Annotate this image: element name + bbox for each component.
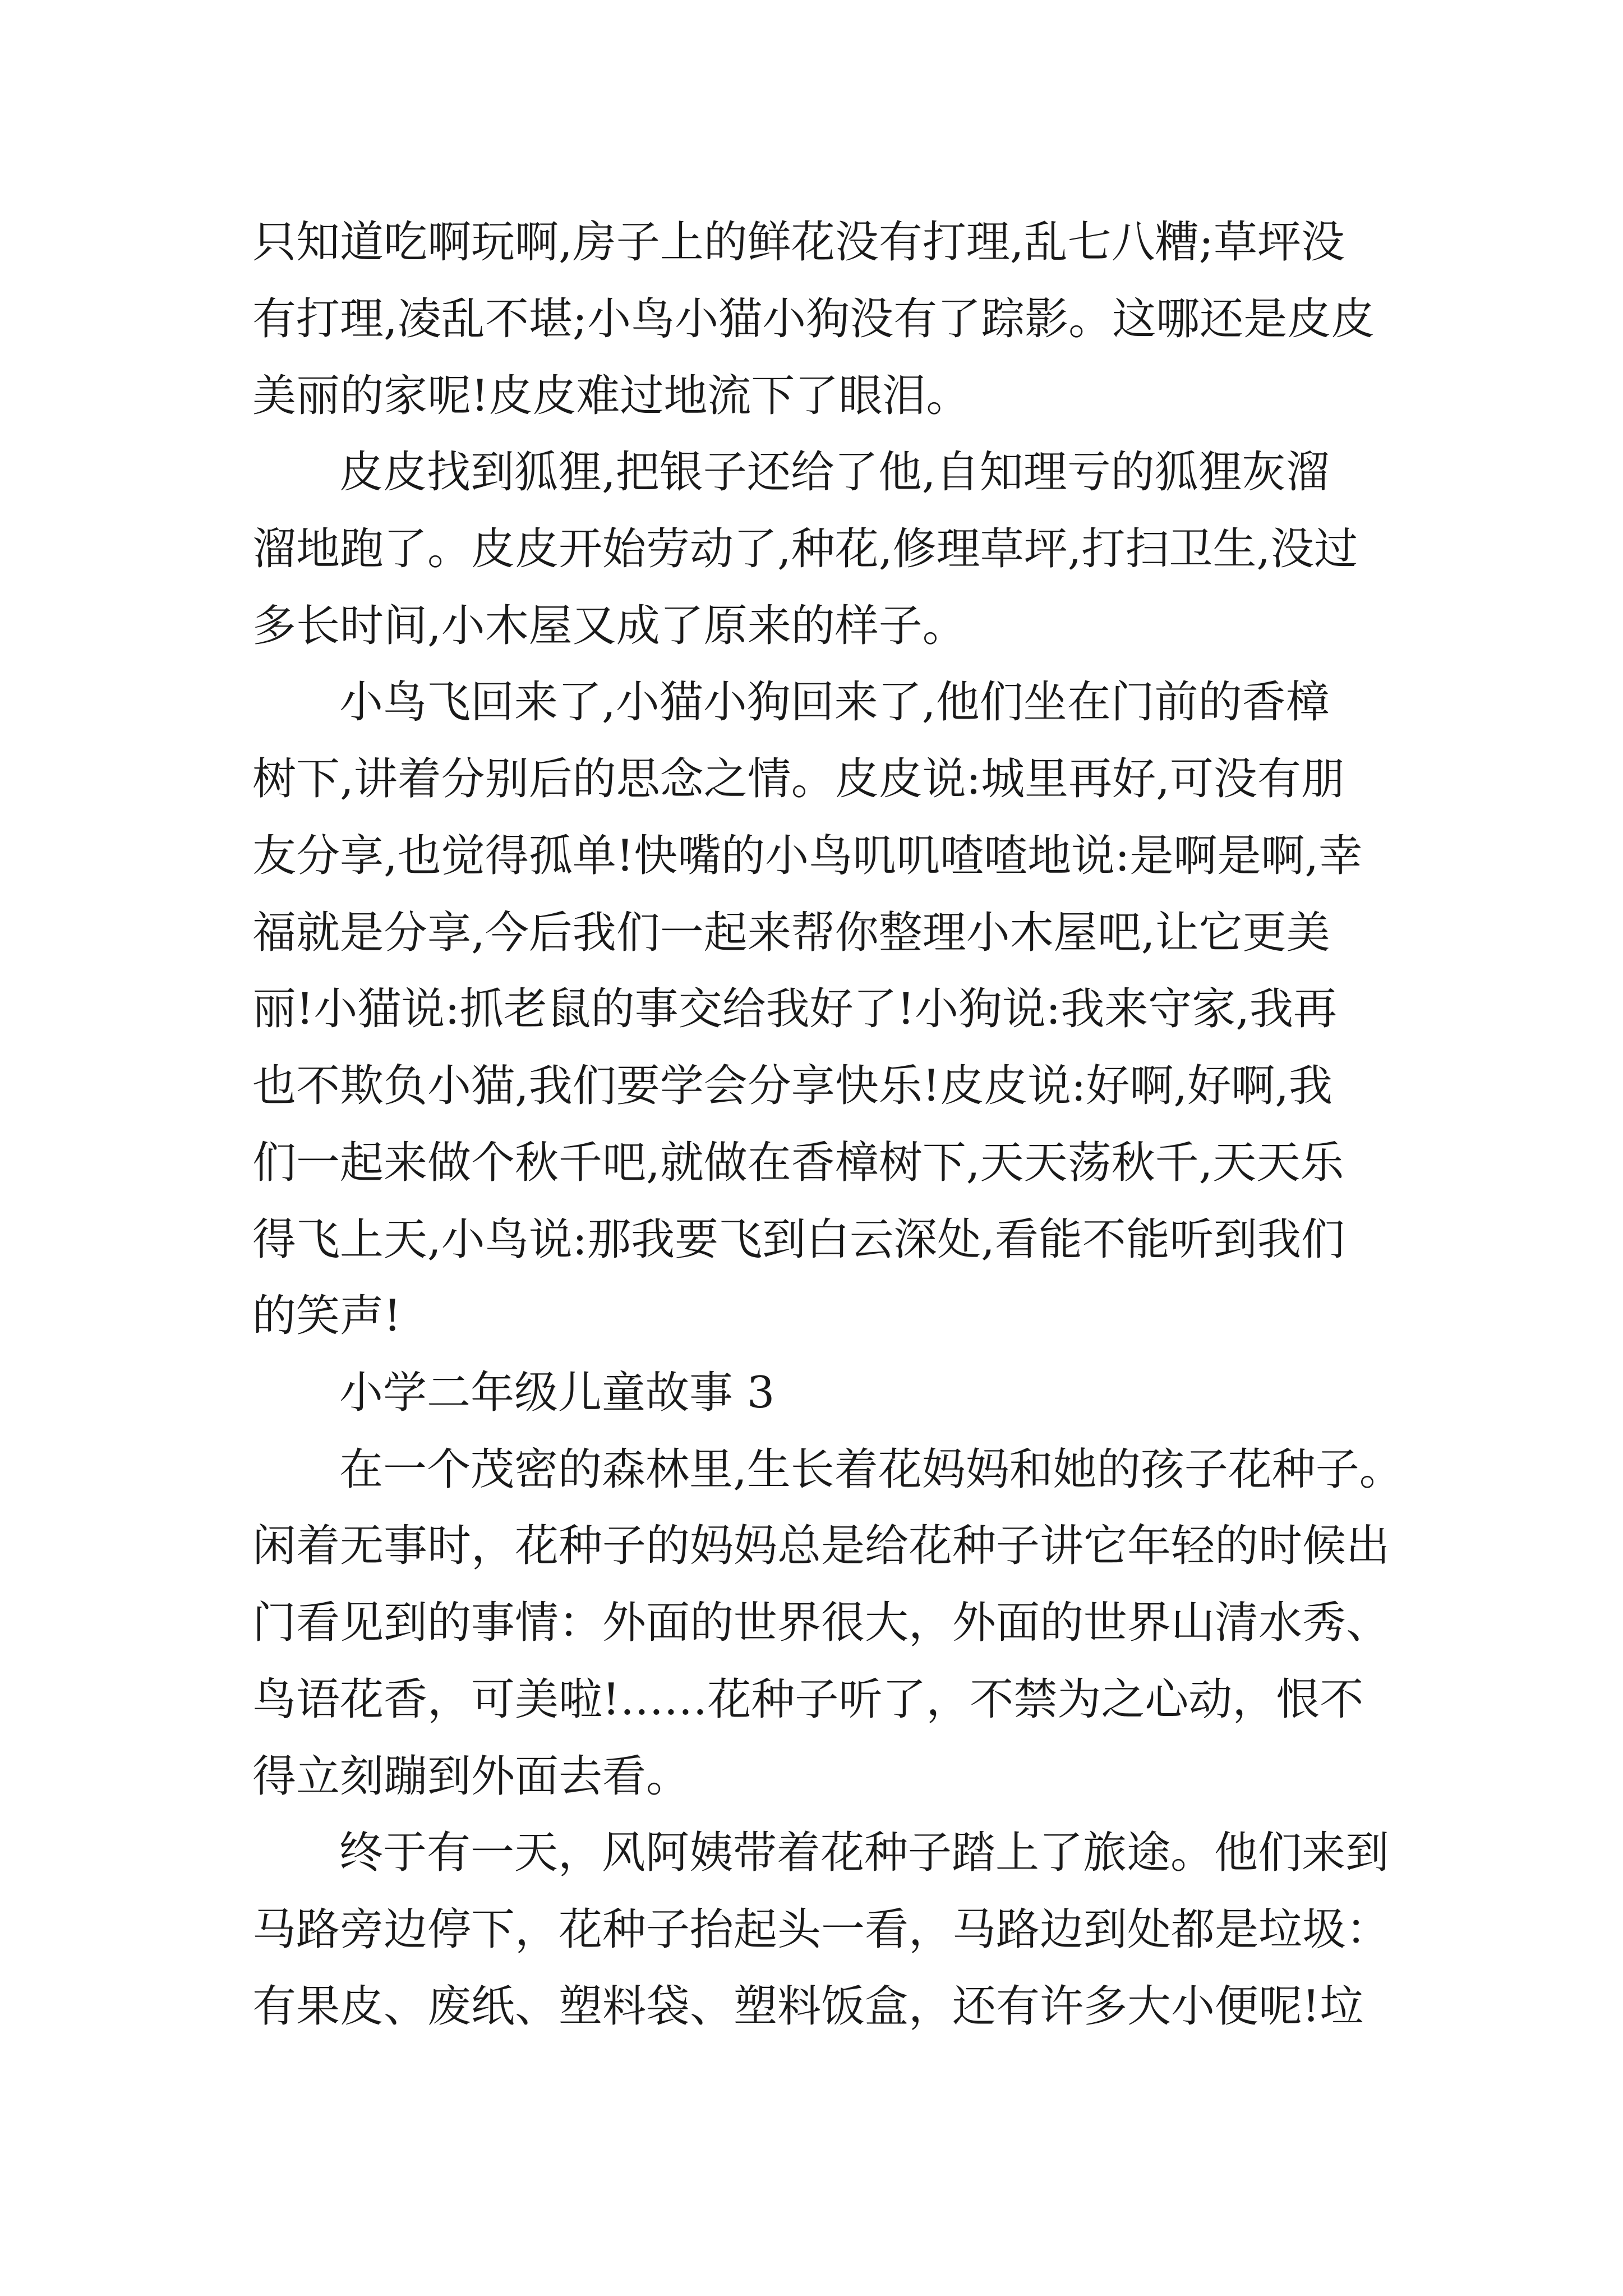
text-line: 的笑声! [252,1291,402,1341]
text-line: 皮皮找到狐狸,把银子还给了他,自知理亏的狐狸灰溜 [339,447,1330,498]
text-line: 美丽的家呢!皮皮难过地流下了眼泪。 [252,371,970,421]
text-line: 有果皮、废纸、塑料袋、塑料饭盒，还有许多大小便呢!垃 [252,1981,1364,2032]
text-line: 得立刻蹦到外面去看。 [252,1751,690,1802]
text-line: 只知道吃啊玩啊,房子上的鲜花没有打理,乱七八糟;草坪没 [252,217,1345,268]
text-line: 得飞上天,小鸟说:那我要飞到白云深处,看能不能听到我们 [252,1214,1345,1265]
text-line: 小鸟飞回来了,小猫小狗回来了,他们坐在门前的香樟 [339,677,1330,728]
text-line: 马路旁边停下，花种子抬起头一看，马路边到处都是垃圾： [252,1904,1390,1955]
text-line: 鸟语花香，可美啦!……花种子听了，不禁为之心动，恨不 [252,1674,1364,1725]
text-line: 友分享,也觉得孤单!快嘴的小鸟叽叽喳喳地说:是啊是啊,幸 [252,831,1363,881]
text-line: 闲着无事时，花种子的妈妈总是给花种子讲它年轻的时候出 [252,1521,1390,1571]
text-line: 溜地跑了。皮皮开始劳动了,种花,修理草坪,打扫卫生,没过 [252,524,1358,574]
text-line: 多长时间,小木屋又成了原来的样子。 [252,601,966,651]
text-line: 有打理,凌乱不堪;小鸟小猫小狗没有了踪影。这哪还是皮皮 [252,294,1375,344]
section-heading: 小学二年级儿童故事 3 [339,1368,775,1418]
text-line: 树下,讲着分别后的思念之情。皮皮说:城里再好,可没有朋 [252,754,1345,804]
text-line: 也不欺负小猫,我们要学会分享快乐!皮皮说:好啊,好啊,我 [252,1061,1333,1111]
text-line: 在一个茂密的森林里,生长着花妈妈和她的孩子花种子。 [339,1444,1403,1495]
text-line: 门看见到的事情：外面的世界很大，外面的世界山清水秀、 [252,1598,1390,1648]
text-line: 福就是分享,今后我们一起来帮你整理小木屋吧,让它更美 [252,908,1330,958]
text-line: 终于有一天，风阿姨带着花种子踏上了旅途。他们来到 [339,1828,1390,1878]
text-line: 丽!小猫说:抓老鼠的事交给我好了!小狗说:我来守家,我再 [252,984,1338,1034]
text-line: 们一起来做个秋千吧,就做在香樟树下,天天荡秋千,天天乐 [252,1138,1344,1188]
